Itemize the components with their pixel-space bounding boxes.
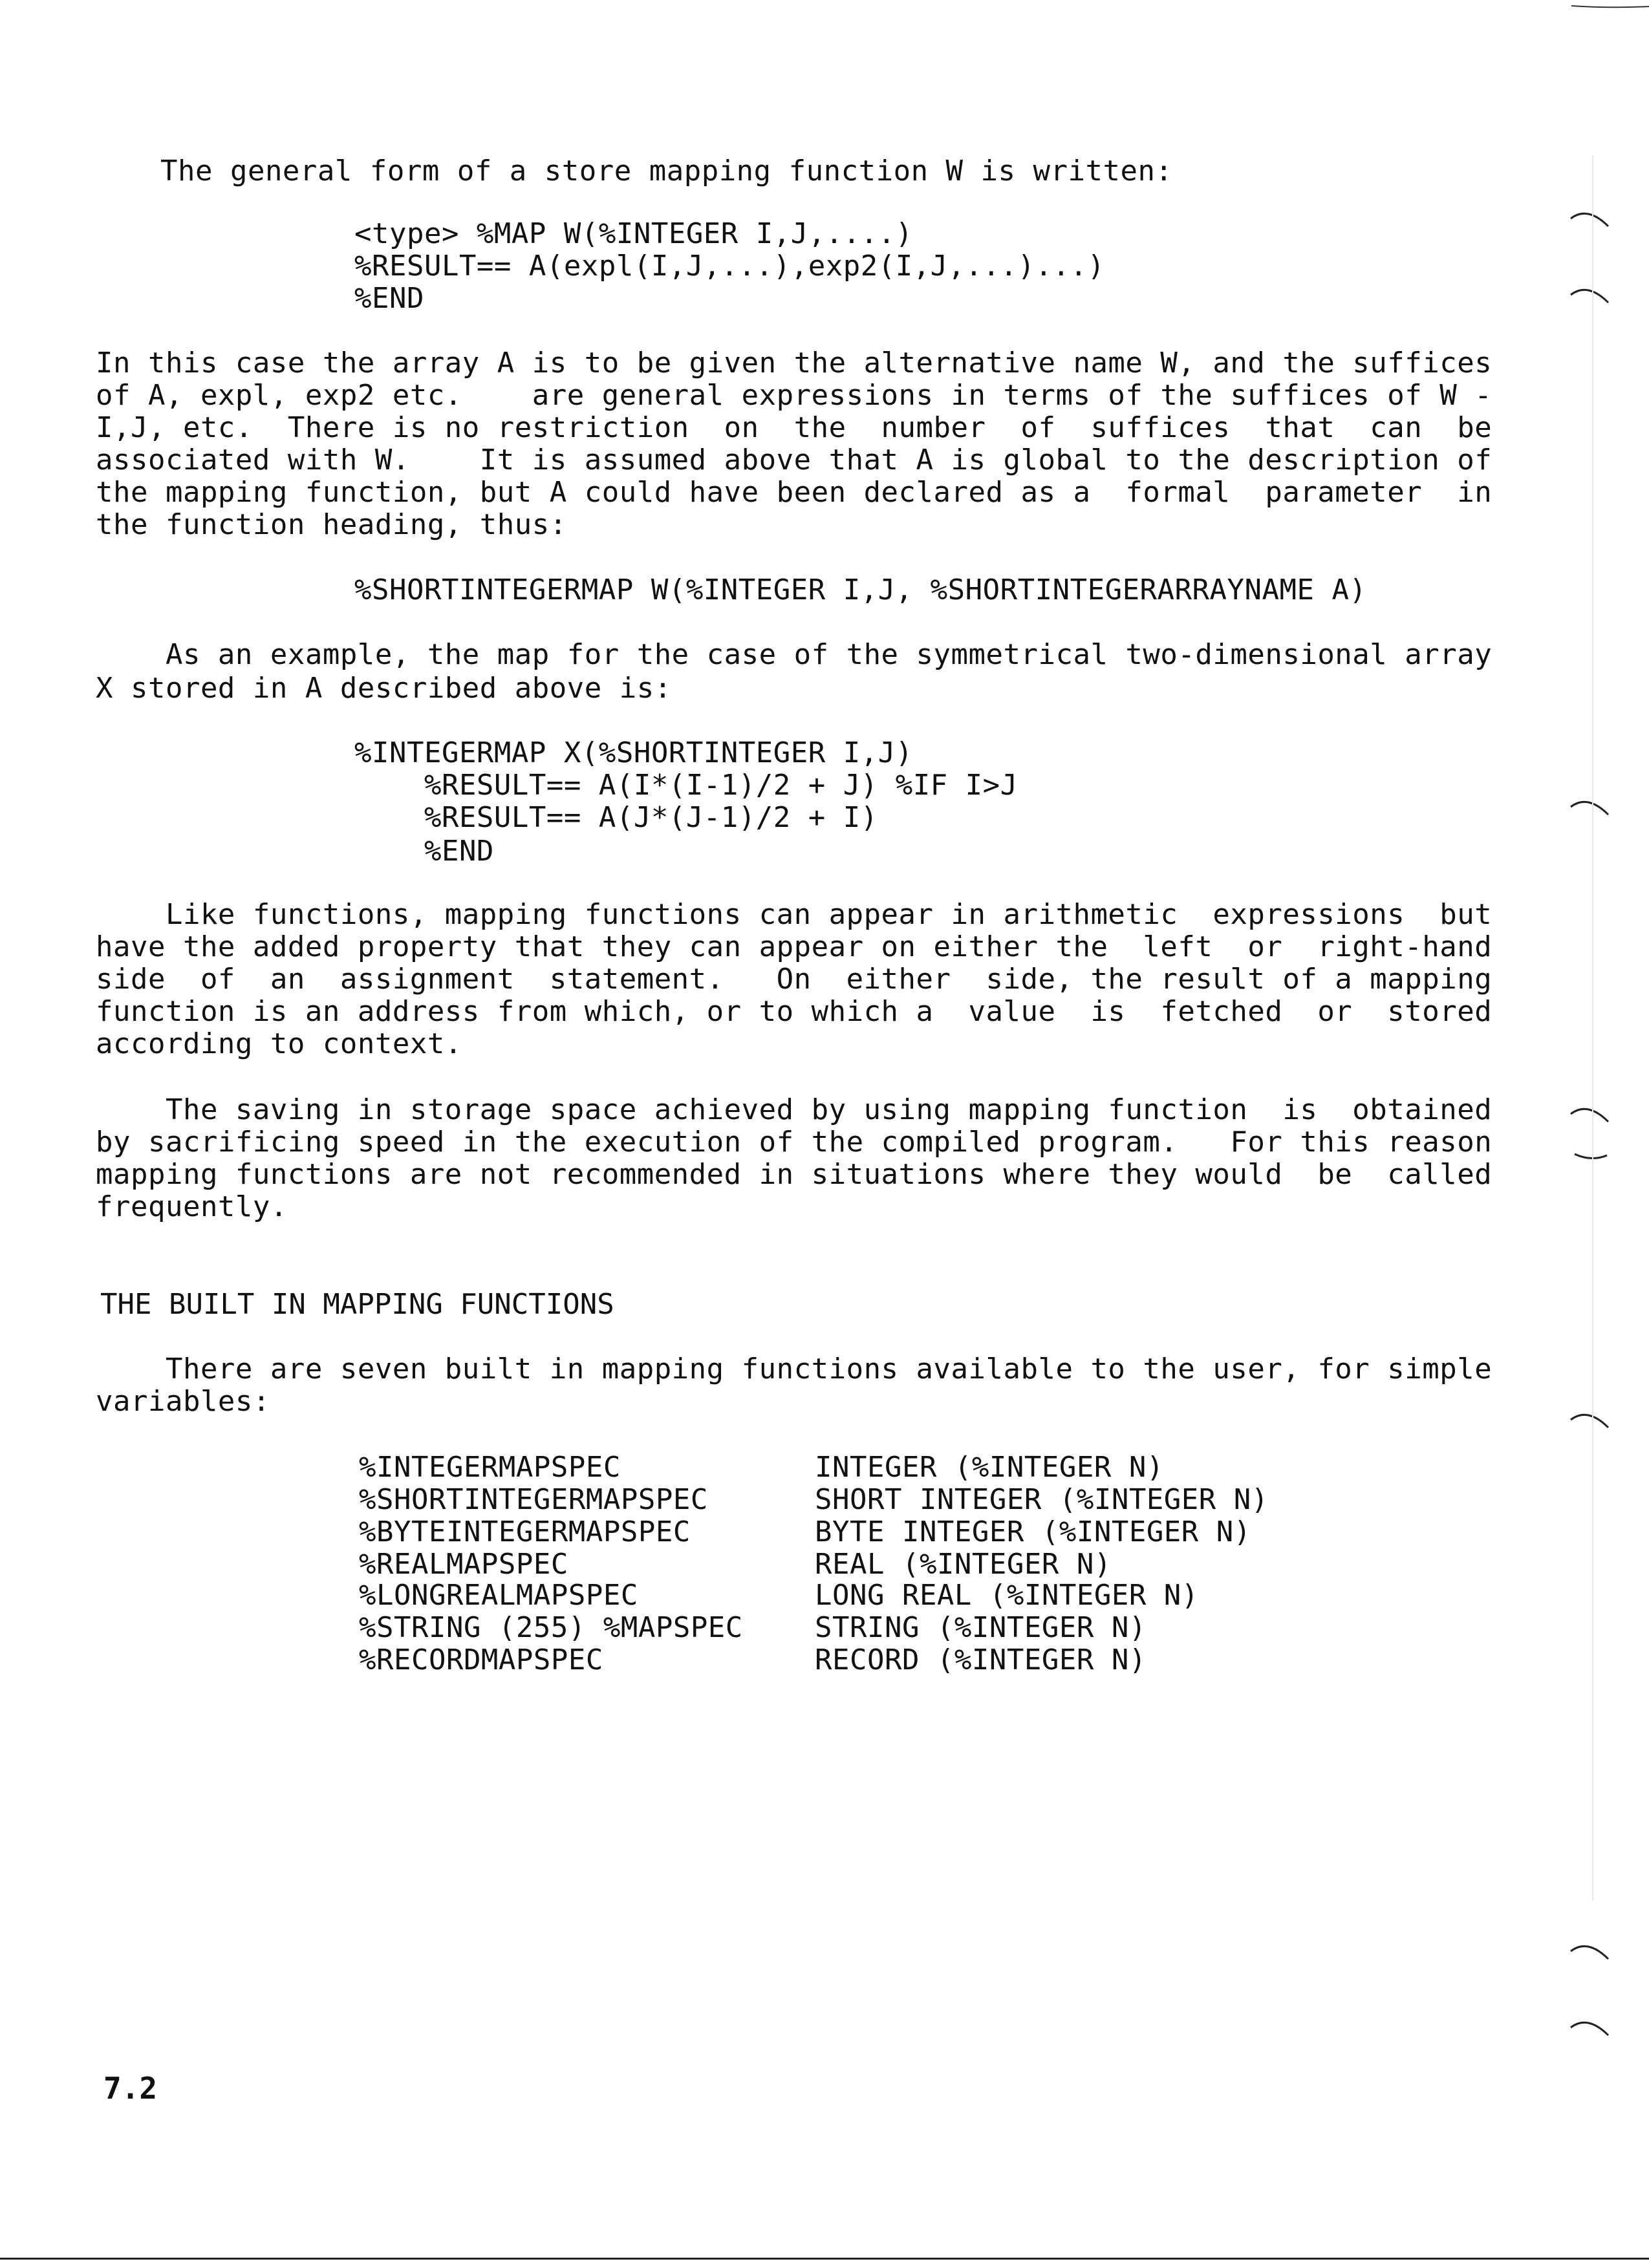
builtin-spec-1: %INTEGERMAPSPEC	[359, 1451, 621, 1484]
para4-line-4: frequently.	[96, 1190, 288, 1223]
para2-line-2: X stored in A described above is:	[96, 672, 672, 705]
builtin-signature-1: INTEGER (%INTEGER N)	[815, 1451, 1164, 1484]
para3-line-1: Like functions, mapping functions can appear in arithmetic expressions but	[96, 898, 1493, 931]
page-number: 7.2	[103, 2071, 158, 2106]
para3-line-5: according to context.	[96, 1027, 462, 1060]
punch-hole-mark-icon	[1568, 207, 1613, 233]
builtin-spec-5: %LONGREALMAPSPEC	[359, 1579, 638, 1612]
para5-line-2: variables:	[96, 1385, 270, 1418]
general-form-line-2: %RESULT== A(expl(I,J,...),exp2(I,J,...)...)	[354, 250, 1105, 283]
intro-text: The general form of a store mapping function W is written:	[160, 155, 1173, 187]
punch-hole-mark-icon	[1568, 1940, 1613, 1965]
builtin-spec-6: %STRING (255) %MAPSPEC	[359, 1611, 743, 1644]
builtin-signature-2: SHORT INTEGER (%INTEGER N)	[815, 1483, 1269, 1516]
para4-line-1: The saving in storage space achieved by using mapping function is obtained	[96, 1093, 1493, 1126]
symmetric-map-line-3: %RESULT== A(J*(J-1)/2 + I)	[354, 801, 878, 834]
general-form-line-3: %END	[354, 282, 424, 315]
builtin-spec-7: %RECORDMAPSPEC	[359, 1643, 603, 1676]
top-edge-mark	[1571, 0, 1649, 5]
para2-line-1: As an example, the map for the case of the symmetrical two-dimensional array	[96, 638, 1493, 671]
para4-line-3: mapping functions are not recommended in situations where they would be called	[96, 1158, 1493, 1191]
para1-line-5: the mapping function, but A could have been declared as a formal parameter in	[96, 476, 1493, 509]
para5-line-1: There are seven built in mapping functions available to the user, for simple	[96, 1353, 1493, 1385]
punch-hole-mark-icon	[1568, 283, 1613, 309]
builtin-signature-6: STRING (%INTEGER N)	[815, 1611, 1147, 1644]
builtin-spec-4: %REALMAPSPEC	[359, 1548, 568, 1581]
para3-line-4: function is an address from which, or to which a value is fetched or stored	[96, 995, 1493, 1028]
margin-rule	[1592, 155, 1593, 1901]
punch-hole-mark-icon	[1568, 1102, 1613, 1128]
builtin-spec-3: %BYTEINTEGERMAPSPEC	[359, 1515, 691, 1548]
punch-hole-mark-icon	[1568, 795, 1613, 821]
bottom-page-edge	[0, 2258, 1649, 2260]
para1-line-6: the function heading, thus:	[96, 508, 567, 541]
builtin-signature-7: RECORD (%INTEGER N)	[815, 1643, 1147, 1676]
section-heading: THE BUILT IN MAPPING FUNCTIONS	[100, 1288, 614, 1321]
punch-hole-mark-icon	[1568, 2016, 1613, 2042]
punch-hole-mark-icon	[1568, 1408, 1613, 1434]
para1-line-4: associated with W. It is assumed above that A is global to the description of	[96, 444, 1493, 476]
para1-line-3: I,J, etc. There is no restriction on the number of suffices that can be	[96, 411, 1493, 444]
para3-line-3: side of an assignment statement. On either side, the result of a mapping	[96, 963, 1493, 996]
para3-line-2: have the added property that they can appear on either the left or right-hand	[96, 930, 1493, 963]
para1-line-2: of A, expl, exp2 etc. are general expressions in terms of the suffices of W -	[96, 379, 1493, 412]
punch-hole-mark-icon	[1568, 1148, 1613, 1173]
builtin-signature-5: LONG REAL (%INTEGER N)	[815, 1579, 1199, 1612]
symmetric-map-line-2: %RESULT== A(I*(I-1)/2 + J) %IF I>J	[354, 769, 1018, 802]
builtin-signature-3: BYTE INTEGER (%INTEGER N)	[815, 1515, 1251, 1548]
heading-example: %SHORTINTEGERMAP W(%INTEGER I,J, %SHORTINTEGERARRAYNAME A)	[354, 573, 1367, 606]
builtin-signature-4: REAL (%INTEGER N)	[815, 1548, 1112, 1581]
symmetric-map-line-4: %END	[354, 835, 494, 868]
para1-line-1: In this case the array A is to be given the alternative name W, and the suffices	[96, 347, 1493, 380]
symmetric-map-line-1: %INTEGERMAP X(%SHORTINTEGER I,J)	[354, 736, 913, 769]
para4-line-2: by sacrificing speed in the execution of the compiled program. For this reason	[96, 1126, 1493, 1159]
builtin-spec-2: %SHORTINTEGERMAPSPEC	[359, 1483, 708, 1516]
general-form-line-1: <type> %MAP W(%INTEGER I,J,....)	[354, 217, 913, 250]
